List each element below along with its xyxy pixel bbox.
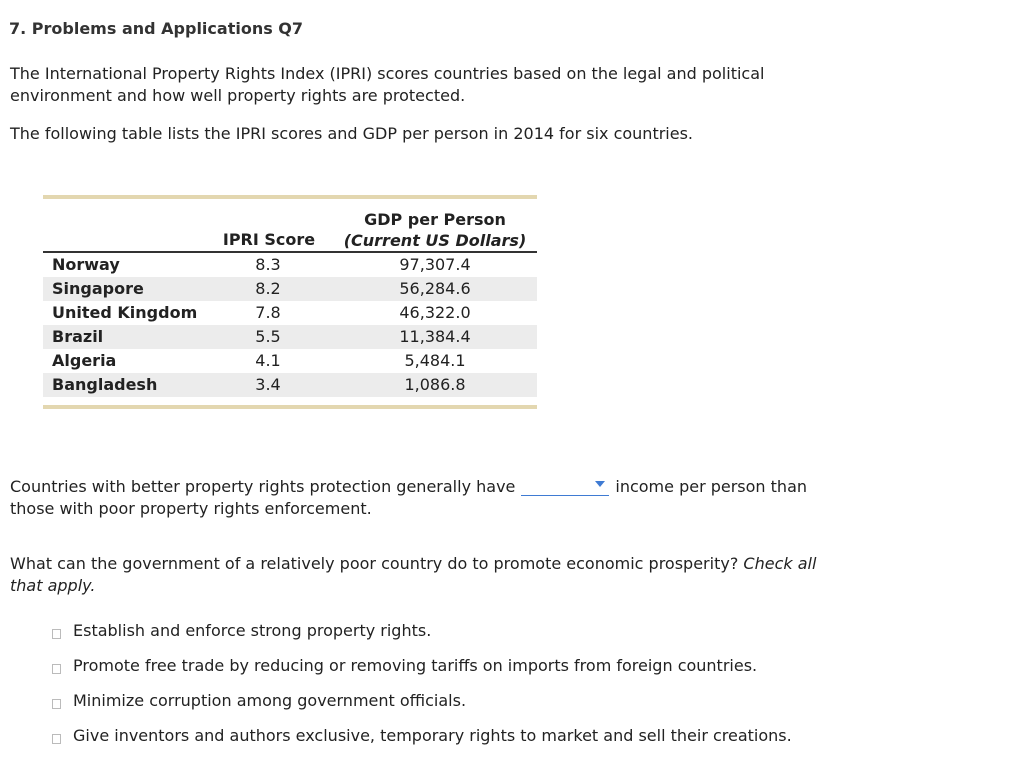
cell-gdp: 5,484.1 bbox=[404, 351, 466, 370]
cell-ipri: 3.4 bbox=[255, 375, 281, 394]
checkbox[interactable] bbox=[52, 629, 61, 639]
question-text: What can the government of a relatively poor country do to promote economic prosperity? bbox=[10, 554, 739, 573]
cell-country: Algeria bbox=[52, 351, 117, 370]
cell-country: Bangladesh bbox=[52, 375, 158, 394]
option-minimize-corruption[interactable] bbox=[52, 690, 812, 712]
cell-ipri: 5.5 bbox=[255, 327, 281, 346]
answer-options bbox=[52, 620, 812, 760]
question-prompt bbox=[10, 553, 840, 597]
option-label: Minimize corruption among government officials. bbox=[73, 691, 467, 710]
checkbox[interactable] bbox=[52, 699, 61, 709]
header-gdp-units: (Current US Dollars) bbox=[343, 231, 527, 250]
table-header bbox=[43, 199, 537, 253]
cell-gdp: 97,307.4 bbox=[399, 255, 471, 274]
header-gdp-per-person: GDP per Person bbox=[364, 210, 506, 229]
fill-in-after-text: income per person than those with poor property rights enforcement. bbox=[10, 477, 808, 518]
cell-country: Norway bbox=[52, 255, 120, 274]
table-row bbox=[43, 373, 537, 397]
table-row bbox=[43, 277, 537, 301]
dropdown-caret-icon bbox=[595, 481, 605, 487]
checkbox[interactable] bbox=[52, 734, 61, 744]
header-ipri-score: IPRI Score bbox=[222, 230, 316, 249]
cell-country: United Kingdom bbox=[52, 303, 198, 322]
cell-gdp: 1,086.8 bbox=[404, 375, 466, 394]
option-label: Establish and enforce strong property rights. bbox=[73, 621, 432, 640]
cell-country: Singapore bbox=[52, 279, 144, 298]
table-row bbox=[43, 325, 537, 349]
intro-paragraph: The International Property Rights Index (IPRI) scores countries based on the legal and political environment and how well property rights are protected. bbox=[10, 64, 765, 105]
ipri-table bbox=[43, 195, 537, 409]
option-free-trade[interactable] bbox=[52, 655, 812, 677]
option-label: Promote free trade by reducing or removing tariffs on imports from foreign countries. bbox=[73, 656, 758, 675]
cell-gdp: 56,284.6 bbox=[399, 279, 471, 298]
option-property-rights[interactable] bbox=[52, 620, 812, 642]
cell-ipri: 4.1 bbox=[255, 351, 281, 370]
cell-ipri: 8.2 bbox=[255, 279, 281, 298]
cell-gdp: 46,322.0 bbox=[399, 303, 471, 322]
cell-ipri: 8.3 bbox=[255, 255, 281, 274]
table-row bbox=[43, 253, 537, 277]
fill-in-sentence bbox=[10, 476, 850, 520]
table-row bbox=[43, 349, 537, 373]
checkbox[interactable] bbox=[52, 664, 61, 674]
cell-ipri: 7.8 bbox=[255, 303, 281, 322]
page-title: 7. Problems and Applications Q7 bbox=[9, 19, 304, 38]
cell-country: Brazil bbox=[52, 327, 104, 346]
table-intro-paragraph: The following table lists the IPRI scores and GDP per person in 2014 for six countries. bbox=[10, 124, 693, 143]
option-exclusive-rights[interactable] bbox=[52, 725, 812, 747]
income-comparison-dropdown[interactable] bbox=[521, 477, 609, 496]
option-label: Give inventors and authors exclusive, temporary rights to market and sell their creations. bbox=[73, 726, 792, 745]
fill-in-before-text: Countries with better property rights protection generally have bbox=[10, 477, 516, 496]
cell-gdp: 11,384.4 bbox=[399, 327, 471, 346]
table-bottom-rule bbox=[43, 405, 537, 409]
table-row bbox=[43, 301, 537, 325]
question-instruction: Check all that apply. bbox=[10, 554, 817, 595]
